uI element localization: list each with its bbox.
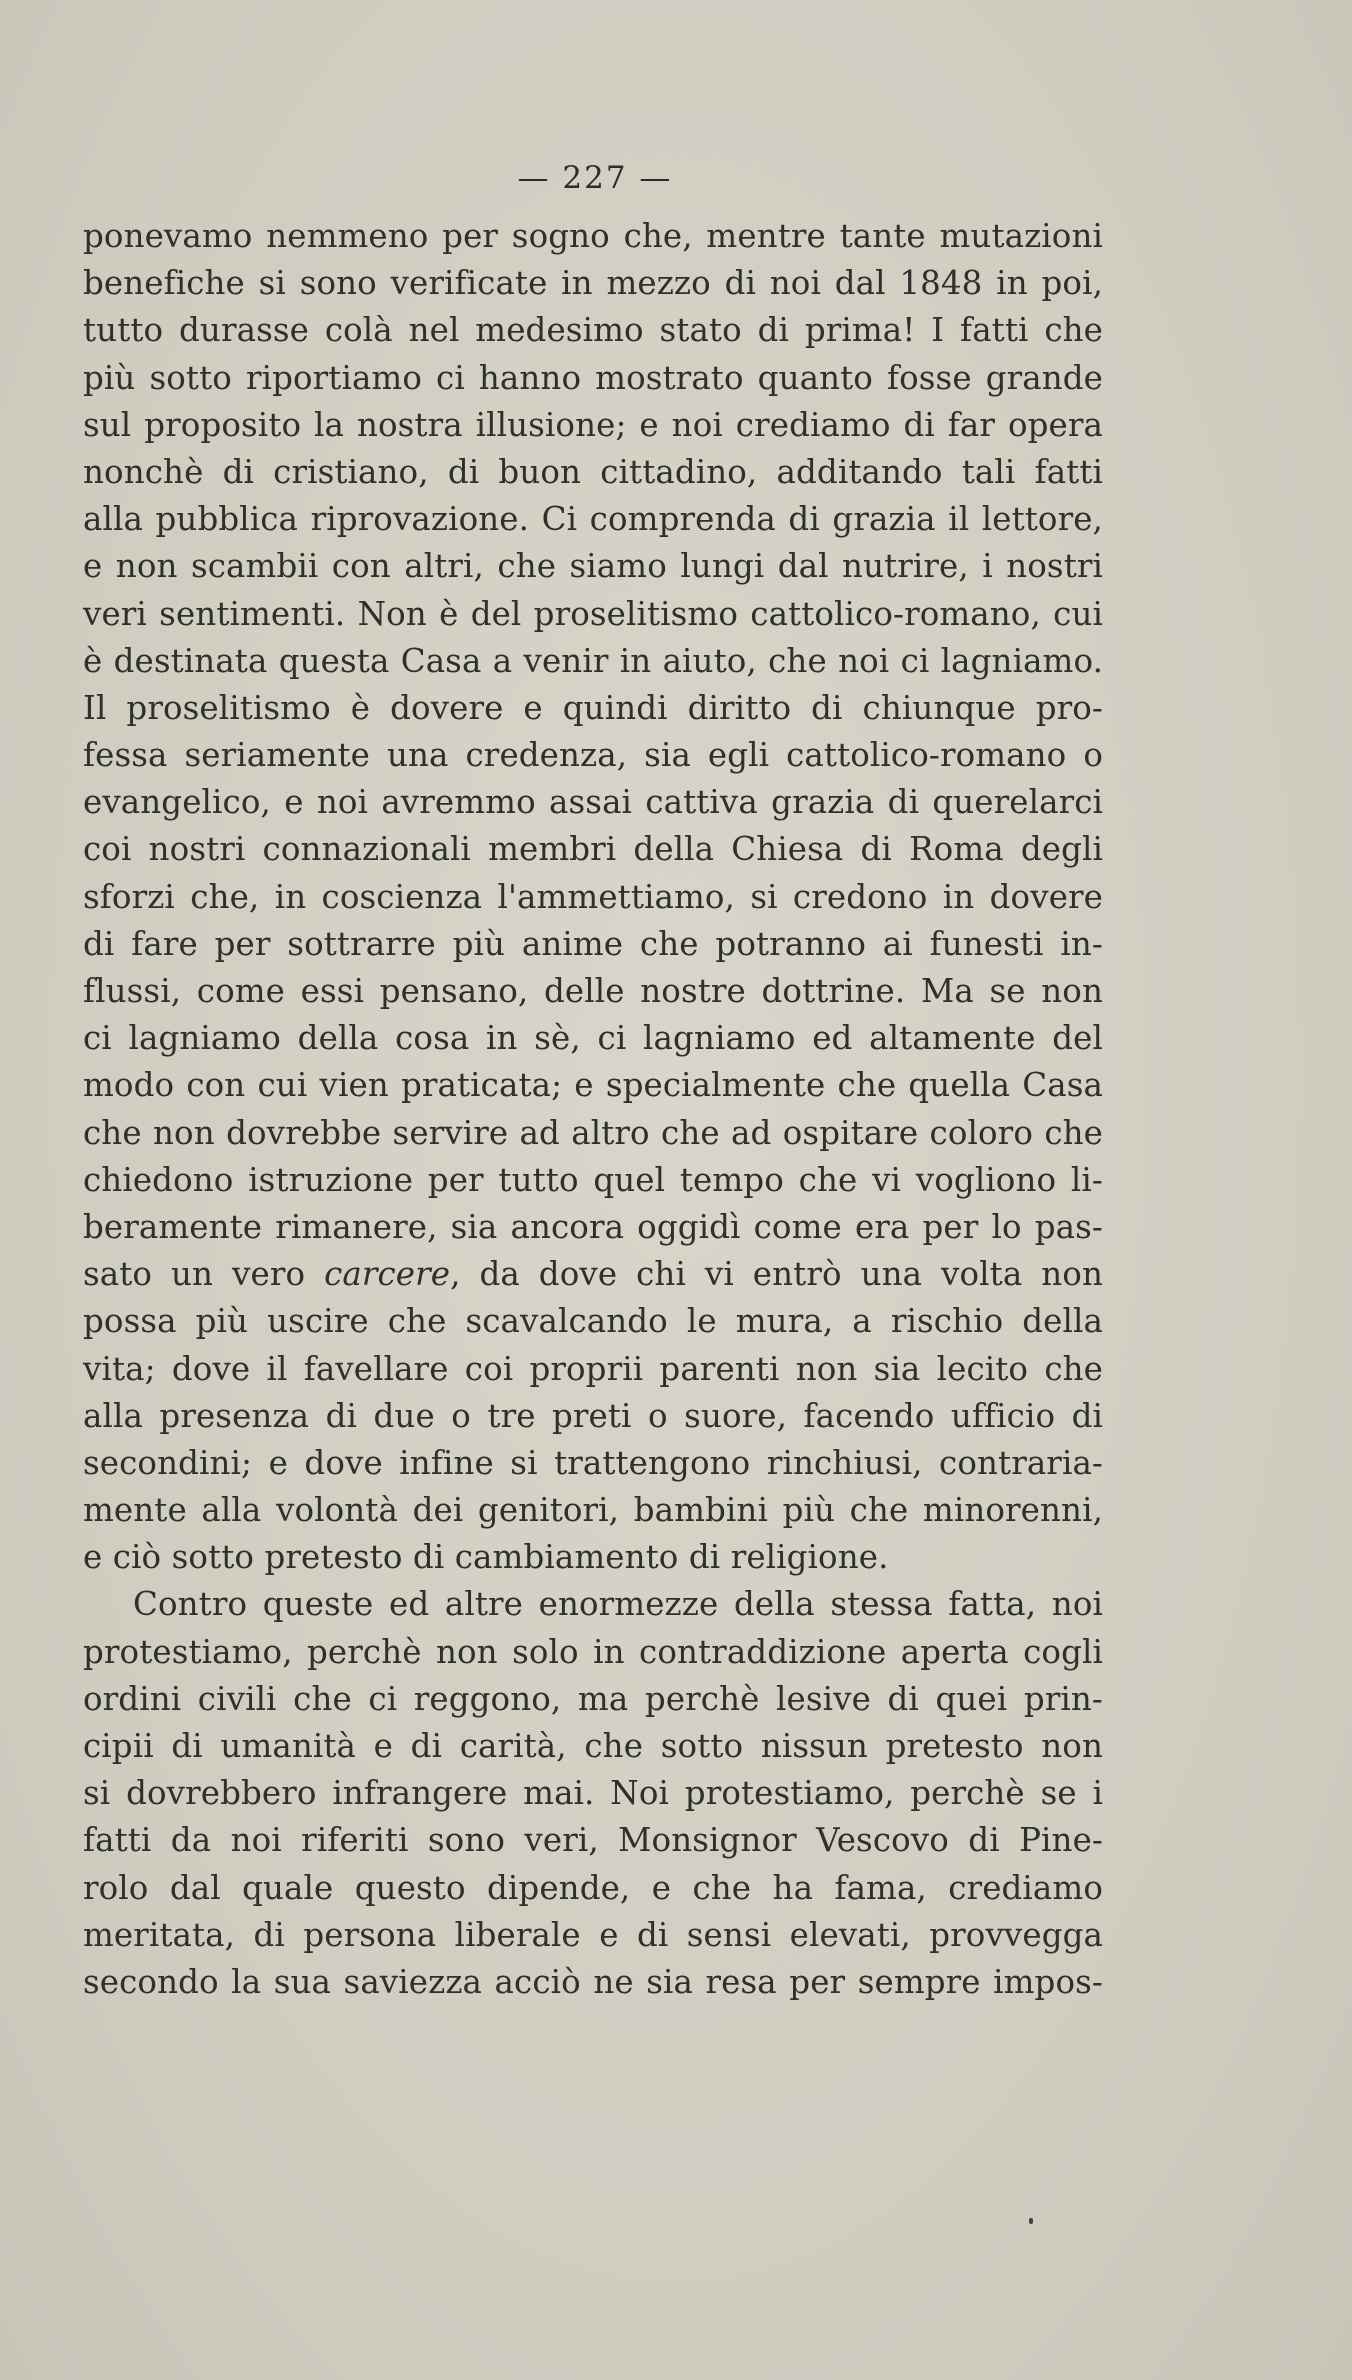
text-line: si dovrebbero infrangere mai. Noi protestiamo, perchè se i <box>83 1774 1103 1813</box>
text-line: fessa seriamente una credenza, sia egli cattolico-romano o <box>83 736 1103 775</box>
text-line: evangelico, e noi avremmo assai cattiva grazia di querelarci <box>83 783 1103 822</box>
text-line: che non dovrebbe servire ad altro che ad ospitare coloro che <box>83 1113 1103 1152</box>
text-line: mente alla volontà dei genitori, bambini più che minorenni, <box>83 1491 1103 1530</box>
text-line: più sotto riportiamo ci hanno mostrato quanto fosse grande <box>83 358 1103 397</box>
text-line: protestiamo, perchè non solo in contraddizione aperta cogli <box>83 1632 1103 1671</box>
text-line: sforzi che, in coscienza l'ammettiamo, si credono in dovere <box>83 877 1103 916</box>
text-line: possa più uscire che scavalcando le mura, a rischio della <box>83 1302 1103 1341</box>
text-line: coi nostri connazionali membri della Chiesa di Roma degli <box>83 830 1103 869</box>
paragraph <box>83 1581 1103 2006</box>
text-line: ci lagniamo della cosa in sè, ci lagniamo ed altamente del <box>83 1019 1103 1058</box>
ink-speck <box>1029 2218 1033 2224</box>
text-line: meritata, di persona liberale e di sensi elevati, provvegga <box>83 1915 1103 1954</box>
text-line: vita; dove il favellare coi proprii parenti non sia lecito che <box>83 1349 1103 1388</box>
text-line: di fare per sottrarre più anime che potranno ai funesti in- <box>83 924 1103 963</box>
text-line: e non scambii con altri, che siamo lungi dal nutrire, i nostri <box>83 547 1103 586</box>
text-line: sul proposito la nostra illusione; e noi crediamo di far opera <box>83 405 1103 444</box>
text-line: alla presenza di due o tre preti o suore, facendo ufficio di <box>83 1396 1103 1435</box>
body-text <box>83 213 1103 2006</box>
paragraph <box>83 213 1103 1581</box>
text-line: Il proselitismo è dovere e quindi diritto di chiunque pro- <box>83 688 1103 727</box>
text-line: secondo la sua saviezza acciò ne sia resa per sempre impos- <box>83 1962 1103 2001</box>
text-line: e ciò sotto pretesto di cambiamento di religione. <box>83 1538 889 1577</box>
text-line: Contro queste ed altre enormezze della stessa fatta, noi <box>133 1585 1103 1624</box>
text-line: modo con cui vien praticata; e specialmente che quella Casa <box>83 1066 1103 1105</box>
text-line: rolo dal quale questo dipende, e che ha fama, crediamo <box>83 1868 1103 1907</box>
text-line: è destinata questa Casa a venir in aiuto, che noi ci lagniamo. <box>83 641 1103 680</box>
text-line: ponevamo nemmeno per sogno che, mentre tante mutazioni <box>83 217 1103 255</box>
text-line: veri sentimenti. Non è del proselitismo cattolico-romano, cui <box>83 594 1103 633</box>
text-line: flussi, come essi pensano, delle nostre dottrine. Ma se non <box>83 972 1103 1010</box>
text-line: benefiche si sono verificate in mezzo di noi dal 1848 in poi, <box>83 264 1103 303</box>
text-line: secondini; e dove infine si trattengono rinchiusi, contraria- <box>83 1443 1103 1482</box>
text-line: alla pubblica riprovazione. Ci comprenda di grazia il lettore, <box>83 500 1103 539</box>
text-line: cipii di umanità e di carità, che sotto nissun pretesto non <box>83 1727 1103 1765</box>
text-line: sato un vero carcere, da dove chi vi entrò una volta non <box>83 1255 1103 1294</box>
page-number: — 227 — <box>517 160 673 196</box>
text-line: chiedono istruzione per tutto quel tempo che vi vogliono li- <box>83 1160 1103 1199</box>
text-line: ordini civili che ci reggono, ma perchè lesive di quei prin- <box>83 1679 1103 1718</box>
text-line: fatti da noi riferiti sono veri, Monsignor Vescovo di Pine- <box>83 1821 1103 1860</box>
text-line: beramente rimanere, sia ancora oggidì come era per lo pas- <box>83 1207 1103 1246</box>
text-line: tutto durasse colà nel medesimo stato di prima! I fatti che <box>83 311 1103 350</box>
text-line: nonchè di cristiano, di buon cittadino, additando tali fatti <box>83 452 1103 491</box>
